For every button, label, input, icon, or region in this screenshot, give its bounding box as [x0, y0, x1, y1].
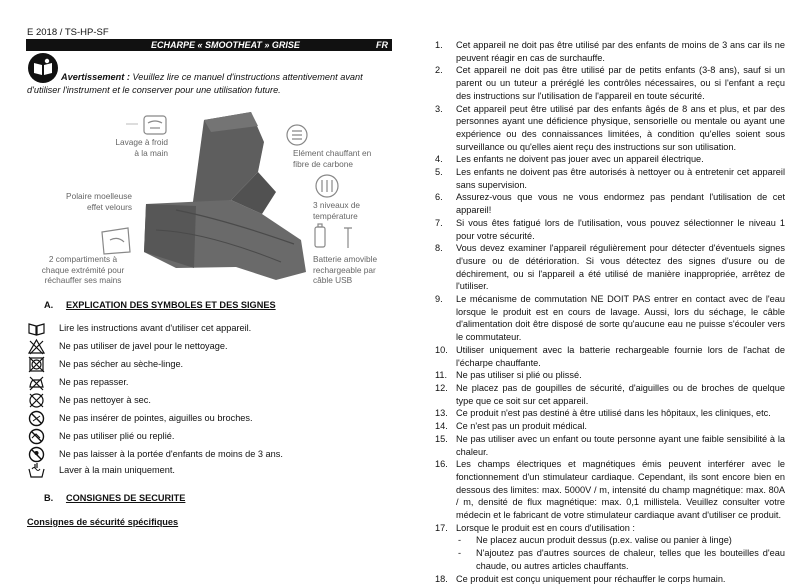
scarf-image: [144, 112, 306, 280]
item-text: Ne placez pas de goupilles de sécurité, d'aiguilles ou de broches de quelque type que ce soit sur cet appareil.: [456, 382, 785, 406]
item-number: 9.: [435, 294, 443, 305]
symbol-row: Ne pas nettoyer à sec.: [28, 392, 388, 409]
symbol-row: Ne pas laisser à la portée d'enfants de moins de 3 ans.: [28, 446, 388, 463]
no-folded-icon: [28, 428, 45, 445]
item-number: 12.: [435, 382, 448, 393]
title-bar: [26, 39, 392, 51]
no-pins-icon: [28, 410, 45, 427]
item-number: 1.: [435, 40, 443, 50]
product-title: ECHARPE « SMOOTHEAT » GRISE: [151, 40, 300, 50]
item-number: 10.: [435, 344, 448, 355]
safety-item: [435, 433, 785, 458]
no-tumble-dry-icon: [28, 356, 45, 373]
safety-subitem: - Ne placez aucun produit dessus (p.ex. valise ou panier à linge): [458, 535, 732, 546]
item-text: Le mécanisme de commutation NE DOIT PAS entrer en contact avec de l'eau lorsque le produit est en cours de lavage. Aussi, lors du séchage, le câble d'alimentation doit être disposé de sorte qu'aucune eau ne puisse s'écouler vers le commutateur.: [456, 294, 785, 343]
feature-label-wash: Lavage à froid à la main: [115, 137, 168, 158]
warning-paragraph: [27, 71, 392, 97]
item-text: Les enfants ne doivent pas être autorisés à nettoyer ou à entretenir cet appareil sans supervision.: [456, 167, 785, 190]
battery-usb-icon: [315, 224, 352, 248]
item-number: 11.: [435, 370, 448, 381]
item-number: 6.: [435, 192, 443, 203]
item-number: 7.: [435, 217, 443, 228]
safety-subitem: - N'ajoutez pas d'autres sources de chaleur, telles que les bouteilles d'eau chaude, ou autres articles chauffants.: [458, 548, 785, 571]
item-number: 18.: [435, 573, 448, 584]
read-manual-icon: [28, 320, 45, 337]
symbol-row: Laver à la main uniquement.: [28, 462, 388, 479]
feature-label-levels: 3 niveaux de température: [313, 200, 361, 221]
safety-item: [435, 217, 785, 242]
safety-item: [435, 166, 785, 191]
item-number: 3.: [435, 103, 443, 114]
item-text: Si vous êtes fatigué lors de l'utilisation, vous pouvez sélectionner le niveau 1 pour votre sécurité.: [456, 217, 785, 241]
heating-element-icon: [287, 125, 307, 145]
item-text: Ne pas utiliser si plié ou plissé.: [456, 370, 582, 381]
item-text: Les champs électriques et magnétiques émis peuvent interférer avec le fonctionnement d'un stimulateur cardiaque. Cependant, ils sont encore bien en dessous des limites: max. 5000V / m, intensité du champ magnétique: max. 80A / m, densité de flux magnétique: max. 0,1 millistela. Veuillez consulter votre médecin et le fabricant de votre stimulateur cardiaque avant d'utiliser ce produit.: [456, 459, 785, 521]
no-dry-clean-icon: [28, 392, 45, 409]
keep-from-children-icon: [28, 446, 45, 463]
document-code: E 2018 / TS-HP-SF: [27, 27, 109, 38]
symbol-row: Ne pas insérer de pointes, aiguilles ou broches.: [28, 410, 388, 427]
heat-levels-icon: [316, 175, 338, 197]
warning-label: Avertissement :: [61, 72, 130, 82]
safety-item: [435, 64, 785, 102]
safety-item: [435, 103, 785, 154]
hand-wash-only-icon: [28, 462, 45, 479]
symbol-row: Ne pas sécher au sèche-linge.: [28, 356, 388, 373]
safety-item: [435, 458, 785, 522]
item-text: Les enfants ne doivent pas jouer avec un appareil électrique.: [456, 154, 704, 165]
item-text: Cet appareil peut être utilisé par des enfants âgés de 8 ans et plus, et par des personnes ayant une déficience physique, sensorielle ou mentale ou ayant une expérience ou des connaissances limitées, à condition qu'elles soient sous surveillance ou qu'elles aient reçu des instructions sur son utilisation.: [456, 103, 785, 152]
safety-item: [435, 369, 785, 382]
item-number: 16.: [435, 459, 448, 470]
safety-item: [435, 153, 785, 166]
language-code: FR: [376, 40, 388, 50]
symbol-row: Ne pas utiliser plié ou replié.: [28, 428, 388, 445]
safety-item: [435, 382, 785, 407]
safety-item: [435, 573, 785, 585]
item-number: 15.: [435, 433, 448, 444]
section-b-heading: B. CONSIGNES DE SECURITE: [44, 493, 186, 503]
item-text: Ce produit est conçu uniquement pour réchauffer le corps humain.: [456, 573, 726, 584]
item-text: Lorsque le produit est en cours d'utilisation :: [456, 522, 635, 533]
safety-item: [435, 191, 785, 216]
safety-item: [435, 522, 785, 573]
safety-item: [435, 407, 785, 420]
pocket-icon: [102, 228, 130, 254]
safety-item: [435, 242, 785, 293]
feature-label-fleece: Polaire moelleuse effet velours: [66, 191, 132, 212]
item-text: Cet appareil ne doit pas être utilisé par de petits enfants (3-8 ans), sauf si un parent ou un tuteur a préréglé les contrôles nécessaires, ou si l'enfant a reçu des instructions sur l'utilisation de l'appareil en toute sécurité.: [456, 65, 785, 101]
safety-item: [435, 293, 785, 344]
item-number: 5.: [435, 167, 443, 178]
safety-instructions-list: [435, 39, 785, 585]
feature-label-pockets: 2 compartiments à chaque extrémité pour réchauffer ses mains: [41, 254, 125, 285]
item-number: 4.: [435, 154, 443, 165]
section-b-subtitle: Consignes de sécurité spécifiques: [27, 517, 179, 527]
item-text: Cet appareil ne doit pas être utilisé par des enfants de moins de 3 ans car ils ne peuvent réagir en cas de surchauffe.: [456, 40, 785, 63]
item-text: Assurez-vous que vous ne vous endormez pas pendant l'utilisation de cet appareil!: [456, 192, 785, 216]
item-text: Ce produit n'est pas destiné à être utilisé dans les hôpitaux, les cliniques, etc.: [456, 408, 771, 419]
feature-label-battery: Batterie amovible rechargeable par câble USB: [313, 254, 378, 285]
symbol-row: Lire les instructions avant d'utiliser cet appareil.: [28, 320, 388, 337]
hand-wash-icon: [144, 116, 166, 134]
item-text: Ce n'est pas un produit médical.: [456, 421, 587, 432]
item-number: 13.: [435, 408, 448, 419]
item-text: Vous devez examiner l'appareil régulièrement pour détecter d'éventuels signes d'usure ou de détérioration. Si vous détectez des signes d'usure ou de déchirement, ou si l'appareil a été utilisé de manière inappropriée, arrêtez de l'utiliser.: [456, 243, 785, 292]
safety-item: [435, 39, 785, 64]
feature-label-heating: Elément chauffant en fibre de carbone: [293, 148, 372, 169]
symbol-row: Ne pas repasser.: [28, 374, 388, 391]
item-number: 2.: [435, 65, 443, 76]
no-iron-icon: [28, 374, 45, 391]
item-text: Utiliser uniquement avec la batterie rechargeable fournie lors de l'achat de l'écharpe chauffante.: [456, 344, 785, 368]
safety-item: [435, 420, 785, 433]
item-number: 8.: [435, 243, 443, 254]
item-text: Ne pas utiliser avec un enfant ou toute personne ayant une faible sensibilité à la chaleur.: [456, 433, 785, 457]
item-number: 17.: [435, 522, 448, 533]
section-a-heading: A. EXPLICATION DES SYMBOLES ET DES SIGNES: [44, 300, 276, 310]
warning-text: Veuillez lire ce manuel d'instructions attentivement avant d'utiliser l'instrument et le conserver pour une utilisation future.: [27, 72, 363, 95]
safety-item: [435, 344, 785, 369]
item-number: 14.: [435, 421, 448, 432]
symbol-row: Ne pas utiliser de javel pour le nettoyage.: [28, 338, 388, 355]
no-bleach-icon: [28, 338, 45, 355]
